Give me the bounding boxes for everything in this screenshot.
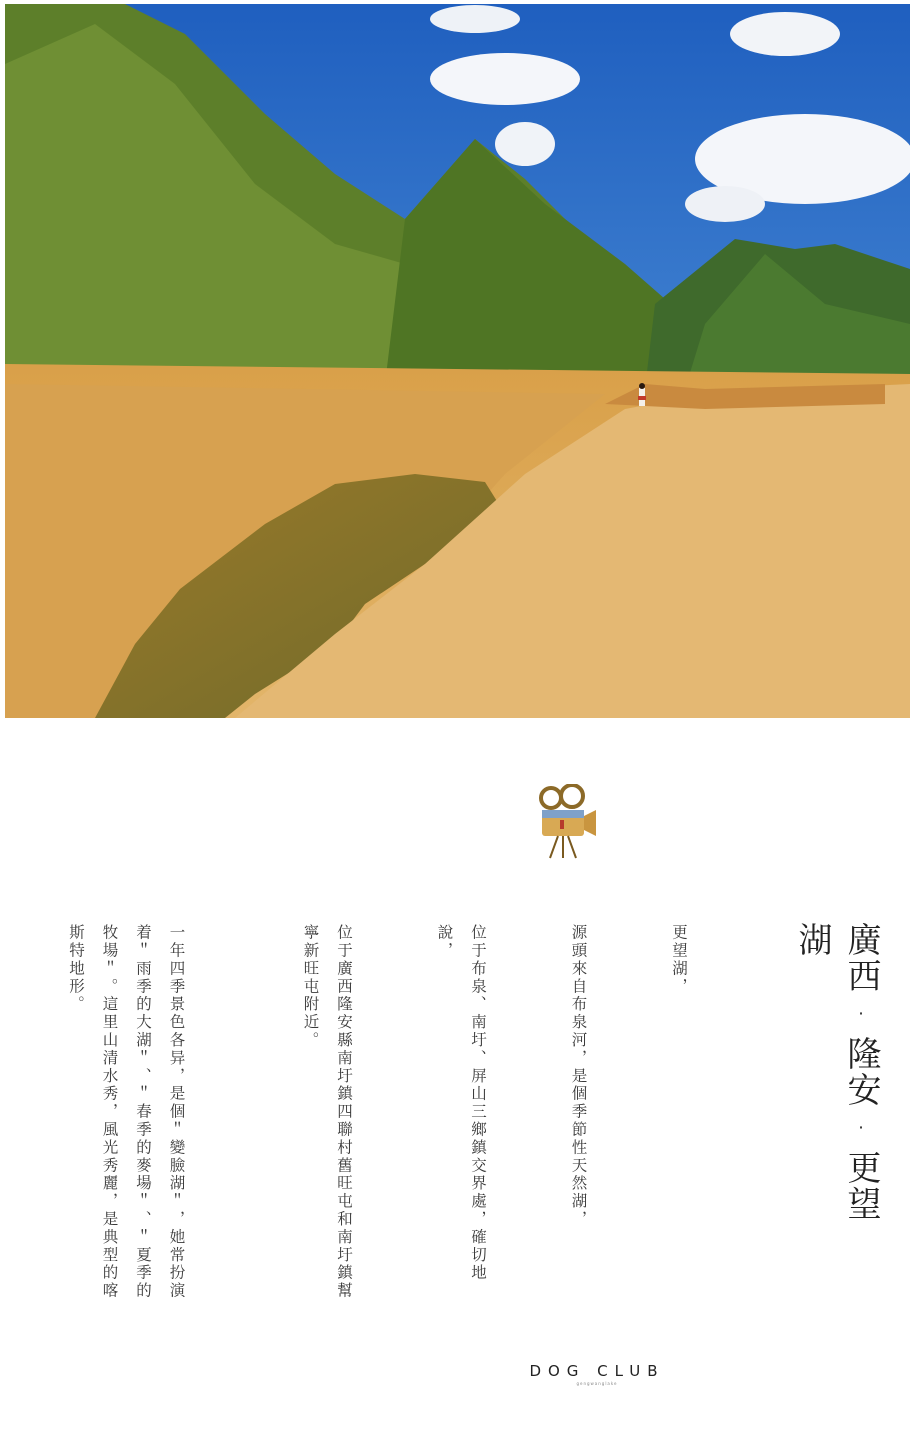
logo-subtext: gengwanglake — [576, 1381, 618, 1386]
hero-photo — [5, 4, 910, 718]
paragraph-5: 一年四季景色各异，是個＂變臉湖＂，她常扮演着＂雨季的大湖＂、＂春季的麥場＂、＂夏季的牧場＂。這里山清水秀，風光秀麗，是典型的喀斯特地形。 — [67, 924, 186, 1300]
logo-text: DOG CLUB — [529, 1362, 665, 1380]
paragraph-4: 位于廣西隆安縣南圩鎮四聯村舊旺屯和南圩鎮幫寧新旺屯附近。 — [301, 924, 353, 1300]
landscape-image — [5, 4, 910, 718]
paragraph-2: 源頭來自布泉河，是個季節性天然湖， — [569, 924, 588, 1229]
article-body — [67, 924, 762, 1304]
paragraph-3: 位于布泉、南圩、屏山三鄉鎮交界處，確切地說， — [435, 924, 487, 1282]
page-title: 廣西·隆安·更望湖 — [792, 922, 881, 1222]
paragraph-1: 更望湖， — [670, 924, 688, 996]
film-camera-icon — [536, 784, 598, 860]
brand-logo — [512, 1362, 682, 1392]
